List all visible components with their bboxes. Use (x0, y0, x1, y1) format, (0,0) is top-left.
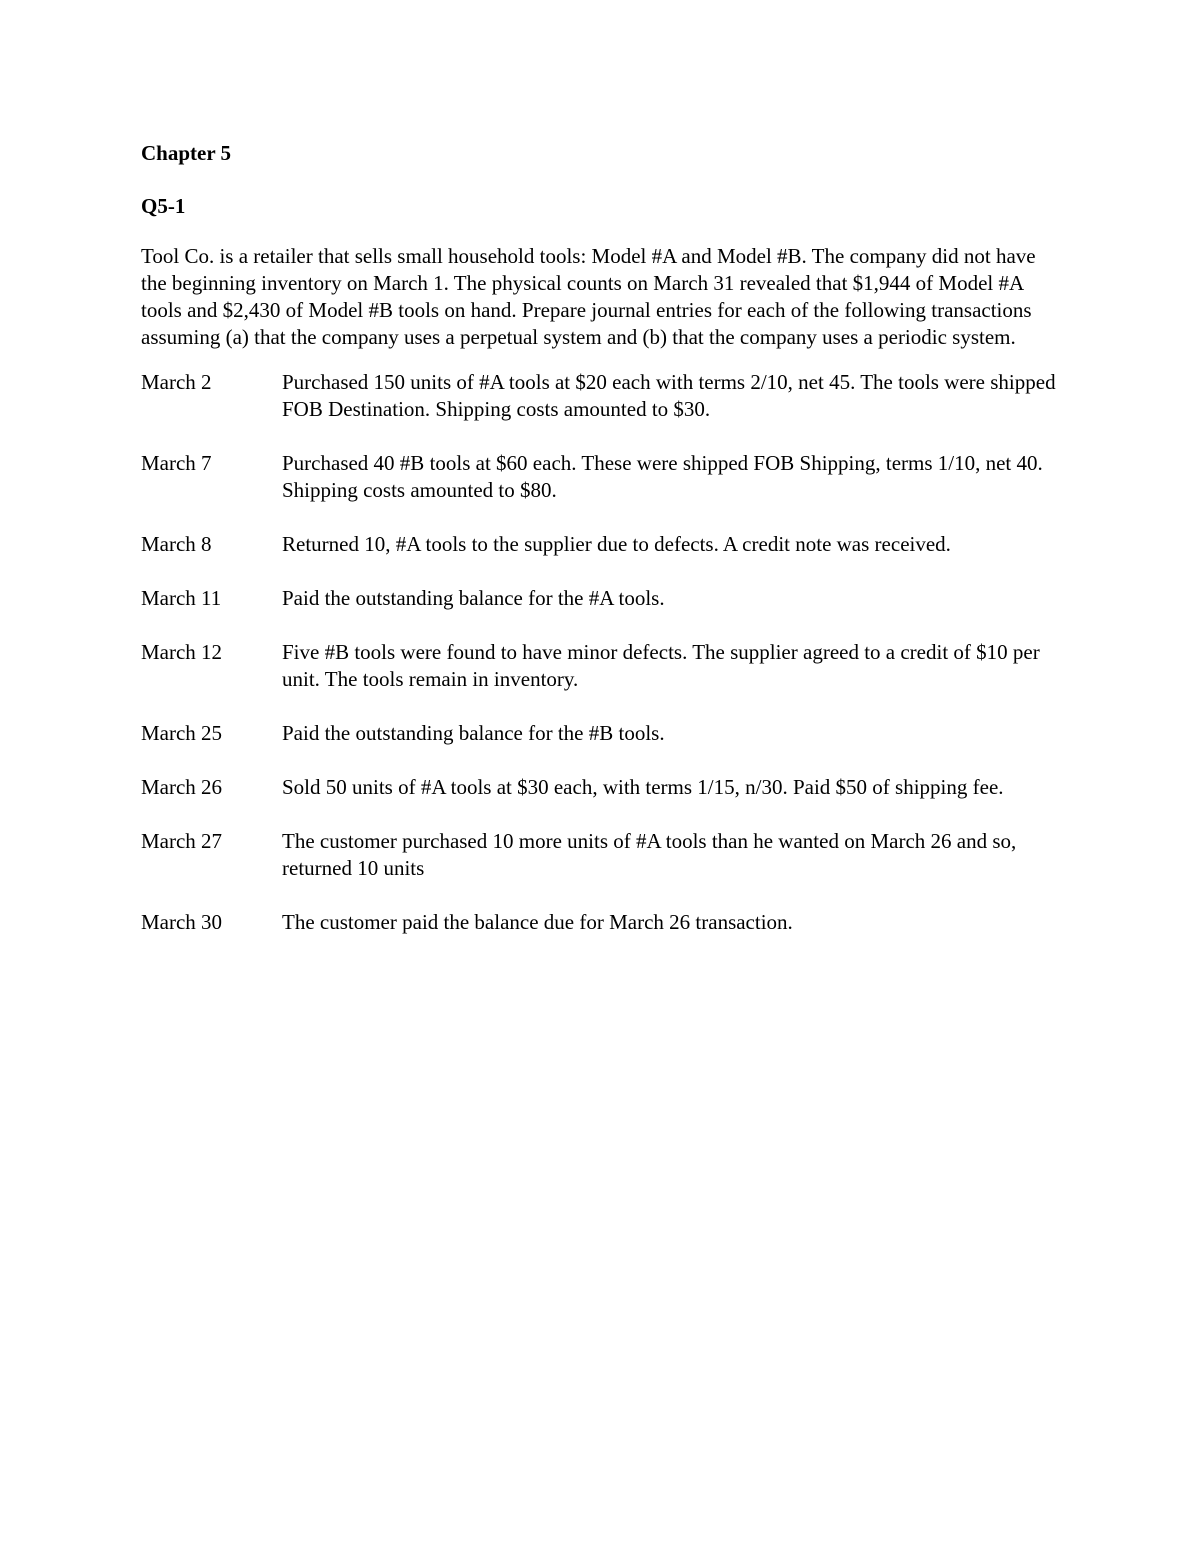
transaction-date: March 26 (141, 775, 223, 799)
transaction-date: March 27 (141, 829, 223, 853)
question-id: Q5-1 (141, 194, 186, 218)
document-content (141, 140, 1066, 963)
transaction-date: March 7 (141, 451, 212, 475)
transaction-row (141, 450, 1066, 504)
transaction-description: Returned 10, #A tools to the supplier due to defects. A credit note was received. (282, 532, 951, 556)
intro-paragraph: Tool Co. is a retailer that sells small household tools: Model #A and Model #B. The company did not have the beginning inventory on March 1. The physical counts on March 31 revealed that $1,944 of Model #A tools and $2,430 of Model #B tools on hand. Prepare journal entries for each of the following transactions assuming (a) that the company uses a perpetual system and (b) that the company uses a periodic system. (141, 244, 1036, 349)
transaction-date: March 30 (141, 910, 223, 934)
transaction-description: The customer purchased 10 more units of #A tools than he wanted on March 26 and so, returned 10 units (282, 829, 1017, 880)
chapter-title: Chapter 5 (141, 141, 232, 165)
transaction-date: March 12 (141, 640, 223, 664)
transaction-row (141, 909, 1066, 936)
transaction-description: Paid the outstanding balance for the #B tools. (282, 721, 665, 745)
transaction-row (141, 828, 1066, 882)
transaction-row (141, 585, 1066, 612)
transaction-row (141, 720, 1066, 747)
transaction-date: March 11 (141, 586, 222, 610)
transaction-row (141, 639, 1066, 693)
transaction-description: Paid the outstanding balance for the #A tools. (282, 586, 665, 610)
transaction-description: Five #B tools were found to have minor defects. The supplier agreed to a credit of $10 per unit. The tools remain in inventory. (282, 640, 1040, 691)
transaction-date: March 8 (141, 532, 212, 556)
transaction-date: March 2 (141, 370, 212, 394)
transaction-description: Purchased 150 units of #A tools at $20 each with terms 2/10, net 45. The tools were shipped FOB Destination. Shipping costs amounted to $30. (282, 370, 1056, 421)
transaction-description: Sold 50 units of #A tools at $30 each, with terms 1/15, n/30. Paid $50 of shipping fee. (282, 775, 1004, 799)
transaction-date: March 25 (141, 721, 223, 745)
transaction-row (141, 531, 1066, 558)
transaction-description: Purchased 40 #B tools at $60 each. These were shipped FOB Shipping, terms 1/10, net 40. Shipping costs amounted to $80. (282, 451, 1043, 502)
transaction-row (141, 774, 1066, 801)
transaction-list (141, 369, 1066, 936)
transaction-row (141, 369, 1066, 423)
transaction-description: The customer paid the balance due for March 26 transaction. (282, 910, 793, 934)
